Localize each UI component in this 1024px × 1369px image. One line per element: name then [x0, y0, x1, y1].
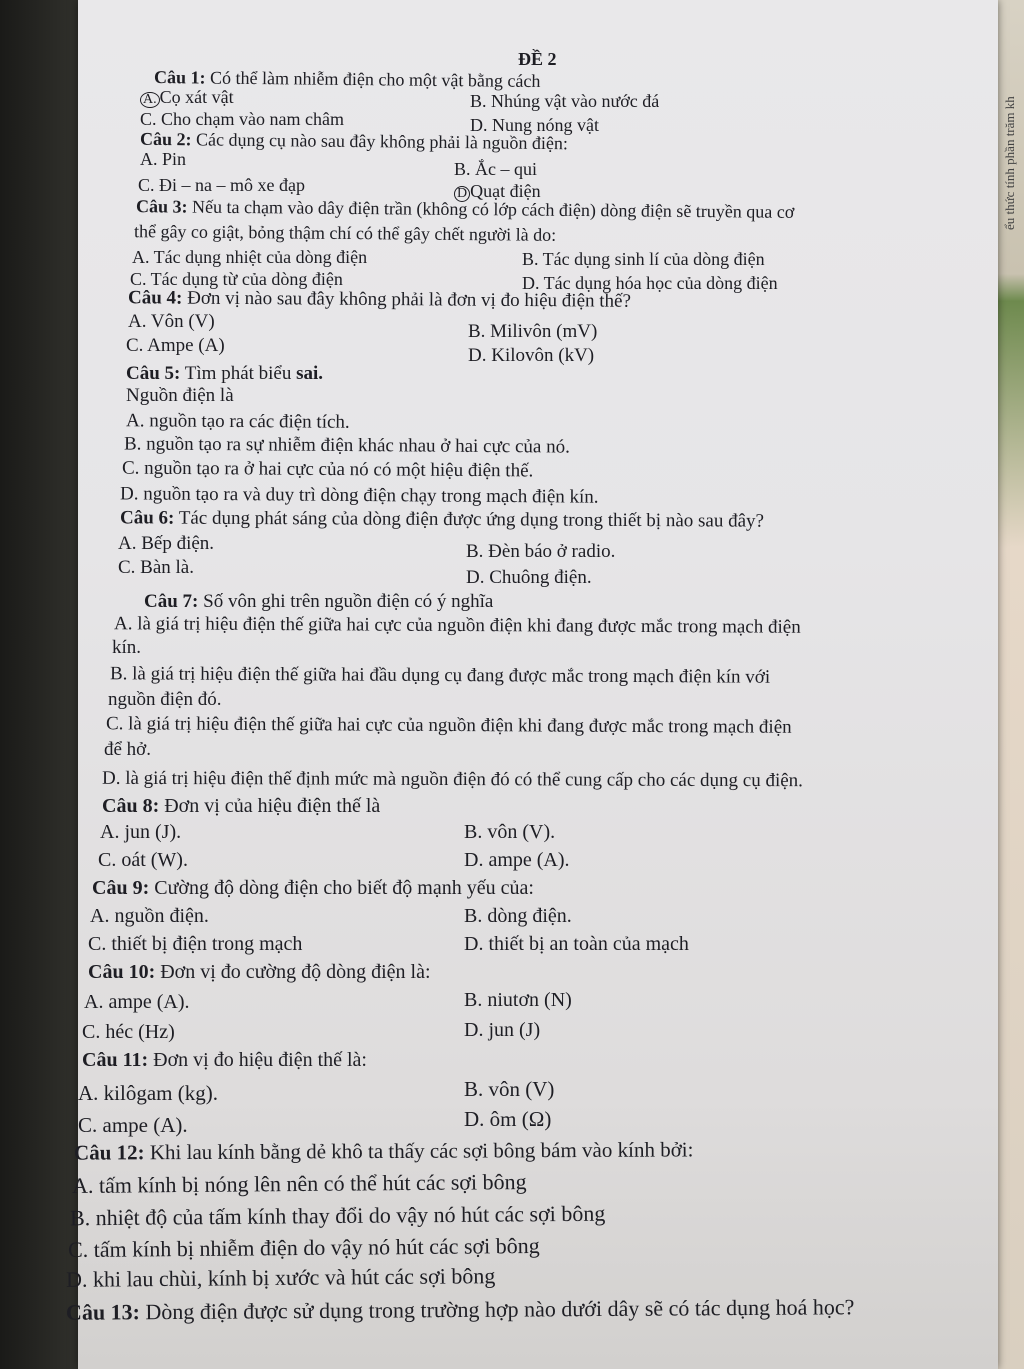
q2-option-d: D Quạt điện — [454, 180, 541, 202]
q3-option-d: D. Tác dụng hóa học của dòng điện — [522, 273, 778, 293]
q8-option-a: A. jun (J). — [100, 821, 182, 843]
q4-option-c: C. Ampe (A) — [126, 335, 225, 356]
q3-option-a: A. Tác dụng nhiệt của dòng điện — [132, 247, 368, 267]
q9-option-b: B. dòng điện. — [464, 905, 572, 927]
q7-option-b: B. là giá trị hiệu điện thế giữa hai đầu dụng cụ đang được mắc trong mạch điện kín với — [109, 663, 771, 688]
q12-option-c: C. tấm kính bị nhiễm điện do vậy nó hút các sợi bông — [67, 1232, 540, 1263]
q5-option-c: C. nguồn tạo ra ở hai cực của nó có một hiệu điện thế. — [121, 457, 534, 482]
q4-option-d: D. Kilovôn (kV) — [468, 345, 595, 366]
question-5: Câu 5: Tìm phát biểu sai. — [126, 363, 324, 384]
q9-option-c: C. thiết bị điện trong mạch — [88, 933, 303, 955]
q8-option-b: B. vôn (V). — [464, 821, 556, 843]
q8-option-d: D. ampe (A). — [464, 849, 570, 871]
q1-option-b: B. Nhúng vật vào nước đá — [470, 91, 660, 111]
q7-option-d: D. là giá trị hiệu điện thế định mức mà nguồn điện đó có thể cung cấp cho các dụng cụ điện. — [101, 767, 803, 792]
q1-option-a: A. Cọ xát vật — [140, 86, 234, 108]
q12-option-d: D. khi lau chùi, kính bị xước và hút các sợi bông — [65, 1263, 496, 1292]
q12-option-b: B. nhiệt độ của tấm kính thay đổi do vậy nó hút các sợi bông — [69, 1200, 606, 1231]
question-4: Câu 4: Đơn vị nào sau đây không phải là đơn vị đo hiệu điện thế? — [127, 287, 632, 312]
q9-option-a: A. nguồn điện. — [90, 905, 209, 927]
q10-option-b: B. niutơn (N) — [464, 989, 572, 1011]
exam-page — [65, 0, 998, 1369]
q7-option-c-cont: để hở. — [104, 739, 151, 760]
q12-option-a: A. tấm kính bị nóng lên nên có thể hút các sợi bông — [71, 1169, 527, 1198]
q10-option-c: C. héc (Hz) — [82, 1021, 175, 1043]
q3-option-b: B. Tác dụng sinh lí của dòng điện — [522, 249, 765, 269]
q11-option-a: A. kilôgam (kg). — [78, 1081, 218, 1105]
q7-option-c: C. là giá trị hiệu điện thế giữa hai cực của nguồn điện khi đang được mắc trong mạch điện — [105, 713, 792, 738]
question-9: Câu 9: Cường độ dòng điện cho biết độ mạnh yếu của: — [92, 877, 534, 899]
q1-circle-mark: A. — [140, 92, 160, 108]
question-6: Câu 6: Tác dụng phát sáng của dòng điện được ứng dụng trong thiết bị nào sau đây? — [119, 507, 765, 532]
question-2: Câu 2: Các dụng cụ nào sau đây không phải là nguồn điện: — [139, 128, 569, 154]
page-title: ĐỀ 2 — [518, 49, 557, 69]
q11-option-b: B. vôn (V) — [464, 1077, 555, 1101]
question-3: Câu 3: Nếu ta chạm vào dây điện trần (không có lớp cách điện) dòng điện sẽ truyền qua cơ — [135, 196, 795, 222]
q2-circle-mark: D — [454, 186, 470, 202]
q10-option-d: D. jun (J) — [464, 1019, 541, 1041]
q2-option-a: A. Pin — [140, 149, 187, 169]
q11-option-c: C. ampe (A). — [78, 1113, 188, 1137]
q6-option-b: B. Đèn báo ở radio. — [466, 541, 616, 562]
q6-option-c: C. Bàn là. — [118, 557, 194, 578]
q6-option-d: D. Chuông điện. — [466, 567, 592, 588]
question-12: Câu 12: Khi lau kính bằng dẻ khô ta thấy các sợi bông bám vào kính bởi: — [73, 1137, 694, 1165]
q4-option-b: B. Milivôn (mV) — [468, 321, 598, 342]
question-8: Câu 8: Đơn vị của hiệu điện thế là — [102, 795, 381, 817]
q2-option-c: C. Đi – na – mô xe đạp — [138, 175, 305, 195]
question-3-cont: thể gây co giật, bỏng thậm chí có thể gây chết người là do: — [133, 221, 557, 245]
q7-option-a-cont: kín. — [112, 637, 142, 658]
q1-option-d: D. Nung nóng vật — [470, 115, 599, 135]
q5-option-b: B. nguồn tạo ra sự nhiễm điện khác nhau ở hai cực của nó. — [123, 433, 570, 458]
q11-option-d: D. ôm (Ω) — [464, 1107, 552, 1131]
q3-option-c: C. Tác dụng từ của dòng điện — [130, 269, 343, 289]
q10-option-a: A. ampe (A). — [84, 991, 190, 1013]
q9-option-d: D. thiết bị an toàn của mạch — [464, 933, 689, 955]
q7-option-b-cont: nguồn điện đó. — [108, 689, 222, 710]
q4-option-a: A. Vôn (V) — [128, 311, 215, 332]
margin-book-text: ểu thức tính phần trăm kh — [1002, 96, 1017, 230]
q6-option-a: A. Bếp điện. — [118, 533, 215, 554]
q2-option-b: B. Ắc – qui — [454, 159, 537, 179]
question-11: Câu 11: Đơn vị đo hiệu điện thế là: — [82, 1049, 367, 1071]
question-1: Câu 1: Có thể làm nhiễm điện cho một vật bằng cách — [153, 66, 541, 92]
q1-option-c: C. Cho chạm vào nam châm — [140, 109, 344, 129]
q5-option-d: D. nguồn tạo ra và duy trì dòng điện chạy trong mạch điện kín. — [119, 483, 599, 508]
q8-option-c: C. oát (W). — [98, 849, 188, 871]
question-7: Câu 7: Số vôn ghi trên nguồn điện có ý nghĩa — [144, 591, 494, 612]
q5-option-a: A. nguồn tạo ra các điện tích. — [125, 410, 350, 433]
question-10: Câu 10: Đơn vị đo cường độ dòng điện là: — [88, 961, 431, 983]
question-13: Câu 13: Dòng điện được sử dụng trong trường hợp nào dưới dây sẽ có tác dụng hoá học? — [65, 1294, 855, 1325]
q7-option-a: A. là giá trị hiệu điện thế giữa hai cực của nguồn điện khi đang được mắc trong mạch điện — [113, 613, 801, 638]
question-5-cont: Nguồn điện là — [126, 385, 234, 406]
